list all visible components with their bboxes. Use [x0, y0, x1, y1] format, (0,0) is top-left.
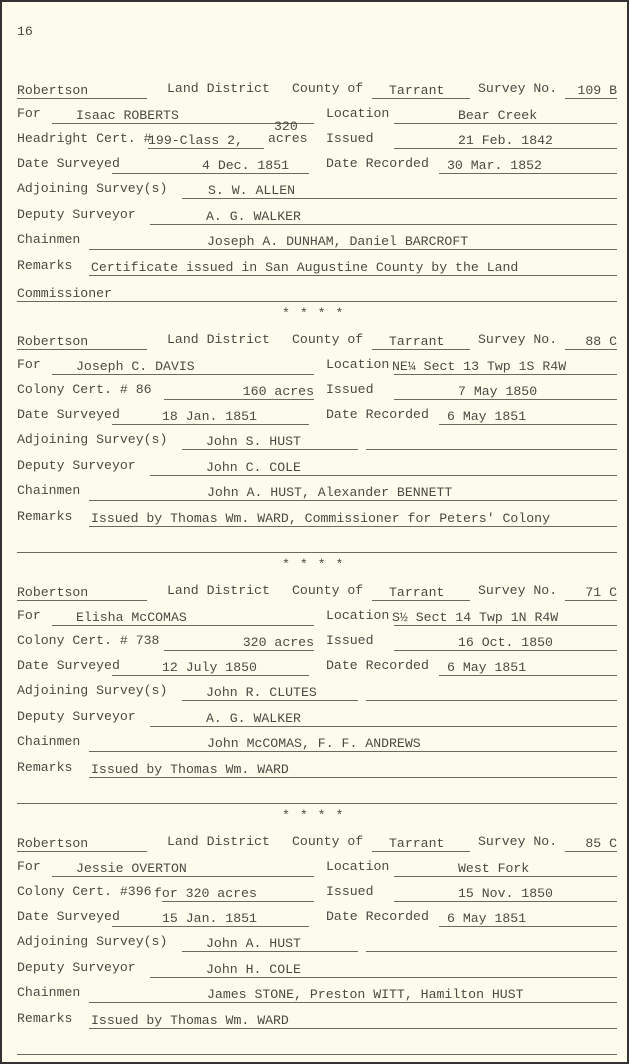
adjoining-label: Adjoining Survey(s)	[17, 181, 168, 196]
adjoining-field	[182, 434, 358, 450]
cert-field-value: 199-Class 2,	[148, 133, 243, 148]
county-field	[372, 83, 470, 99]
remarks-label: Remarks	[17, 258, 73, 273]
survey-no-field	[565, 836, 617, 852]
adjoining-label: Adjoining Survey(s)	[17, 683, 168, 698]
location-label: Location	[326, 608, 390, 623]
date-recorded-field-value: 30 Mar. 1852	[447, 158, 542, 173]
remarks-field-value: Issued by Thomas Wm. WARD	[91, 1013, 289, 1028]
survey-no-label: Survey No.	[478, 583, 558, 598]
survey-no-field	[565, 585, 617, 601]
deputy-field	[150, 962, 617, 978]
adjoining-label: Adjoining Survey(s)	[17, 934, 168, 949]
location-field-value: Bear Creek	[458, 108, 538, 123]
date-recorded-label: Date Recorded	[326, 156, 429, 171]
remarks-field-value: Issued by Thomas Wm. WARD, Commissioner for Peters' Colony	[91, 511, 550, 526]
survey-no-label: Survey No.	[478, 332, 558, 347]
district-field	[17, 83, 147, 99]
remarks-field-2	[17, 1039, 617, 1055]
grantee-field-value: Elisha McCOMAS	[76, 610, 187, 625]
land-district-label: Land District	[167, 834, 270, 849]
remarks-field-value: Issued by Thomas Wm. WARD	[91, 762, 289, 777]
issued-label: Issued	[326, 382, 374, 397]
for-label: For	[17, 106, 41, 121]
county-field	[372, 585, 470, 601]
county-field-value: Tarrant	[389, 334, 445, 349]
location-field-value: West Fork	[458, 861, 530, 876]
remarks-label: Remarks	[17, 509, 73, 524]
cert-field	[148, 133, 264, 149]
date-surveyed-field	[112, 409, 309, 425]
county-of-label: County of	[292, 583, 364, 598]
survey-no-label: Survey No.	[478, 81, 558, 96]
county-field-value: Tarrant	[389, 585, 445, 600]
deputy-label: Deputy Surveyor	[17, 207, 136, 222]
date-surveyed-label: Date Surveyed	[17, 658, 120, 673]
grantee-field-value: Isaac ROBERTS	[76, 108, 179, 123]
adjoining-field	[182, 936, 358, 952]
page-number: 16	[17, 24, 33, 39]
deputy-field	[150, 460, 617, 476]
issued-field-value: 15 Nov. 1850	[458, 886, 553, 901]
adjoining-field-2	[366, 434, 617, 450]
issued-field-value: 7 May 1850	[458, 384, 538, 399]
cert-field-value: 320 acres	[242, 635, 314, 650]
remarks-field-2-value: Commissioner	[17, 286, 112, 301]
remarks-field-2	[17, 537, 617, 553]
grantee-field-value: Jessie OVERTON	[76, 861, 187, 876]
separator: * * * *	[282, 306, 345, 321]
district-field-value: Robertson	[17, 836, 89, 851]
date-surveyed-field	[112, 660, 309, 676]
adjoining-field-value: S. W. ALLEN	[208, 183, 296, 198]
date-recorded-field-value: 6 May 1851	[447, 409, 527, 424]
date-recorded-label: Date Recorded	[326, 407, 429, 422]
district-field-value: Robertson	[17, 83, 89, 98]
remarks-label: Remarks	[17, 760, 73, 775]
county-field-value: Tarrant	[389, 83, 445, 98]
chainmen-field	[89, 234, 617, 250]
remarks-field	[89, 511, 617, 527]
issued-field-value: 21 Feb. 1842	[458, 133, 553, 148]
date-surveyed-label: Date Surveyed	[17, 909, 120, 924]
grantee-field	[52, 610, 314, 626]
chainmen-field-value: John McCOMAS, F. F. ANDREWS	[207, 736, 421, 751]
deputy-field-value: John H. COLE	[206, 962, 301, 977]
date-surveyed-label: Date Surveyed	[17, 156, 120, 171]
county-of-label: County of	[292, 834, 364, 849]
remarks-label: Remarks	[17, 1011, 73, 1026]
date-recorded-label: Date Recorded	[326, 909, 429, 924]
county-field	[372, 334, 470, 350]
district-field-value: Robertson	[17, 334, 89, 349]
location-label: Location	[326, 357, 390, 372]
district-field	[17, 585, 147, 601]
deputy-field	[150, 209, 617, 225]
remarks-field	[89, 260, 617, 276]
county-of-label: County of	[292, 332, 364, 347]
date-recorded-label: Date Recorded	[326, 658, 429, 673]
adjoining-field-2	[366, 685, 617, 701]
chainmen-field	[89, 485, 617, 501]
date-surveyed-field-value: 15 Jan. 1851	[162, 911, 257, 926]
for-label: For	[17, 357, 41, 372]
date-recorded-field	[439, 158, 617, 174]
date-recorded-field-value: 6 May 1851	[447, 911, 527, 926]
land-district-label: Land District	[167, 583, 270, 598]
remarks-field-2	[17, 286, 617, 302]
survey-no-field	[565, 83, 617, 99]
chainmen-field	[89, 736, 617, 752]
remarks-field	[89, 1013, 617, 1029]
adjoining-field-value: John R. CLUTES	[206, 685, 317, 700]
adjoining-field	[182, 183, 617, 199]
survey-no-field-value: 88 C	[585, 334, 617, 349]
cert-label: Headright Cert. #	[17, 131, 152, 146]
date-surveyed-label: Date Surveyed	[17, 407, 120, 422]
adjoining-field-value: John S. HUST	[206, 434, 301, 449]
cert-field	[164, 384, 314, 400]
acres-above: 320	[274, 119, 298, 134]
date-surveyed-field-value: 4 Dec. 1851	[202, 158, 290, 173]
deputy-field-value: A. G. WALKER	[206, 209, 301, 224]
issued-label: Issued	[326, 884, 374, 899]
chainmen-field-value: Joseph A. DUNHAM, Daniel BARCROFT	[207, 234, 469, 249]
adjoining-field-2	[366, 936, 617, 952]
district-field-value: Robertson	[17, 585, 89, 600]
survey-no-field-value: 71 C	[585, 585, 617, 600]
cert-label: Colony Cert. # 738	[17, 633, 160, 648]
deputy-label: Deputy Surveyor	[17, 960, 136, 975]
date-surveyed-field	[112, 911, 309, 927]
grantee-field	[52, 861, 314, 877]
location-field-value: S½ Sect 14 Twp 1N R4W	[392, 610, 559, 625]
survey-no-label: Survey No.	[478, 834, 558, 849]
issued-field-value: 16 Oct. 1850	[458, 635, 553, 650]
chainmen-field-value: James STONE, Preston WITT, Hamilton HUST	[207, 987, 524, 1002]
separator: * * * *	[282, 557, 345, 572]
issued-label: Issued	[326, 633, 374, 648]
land-district-label: Land District	[167, 332, 270, 347]
chainmen-field	[89, 987, 617, 1003]
cert-field-value: 160 acres	[242, 384, 314, 399]
adjoining-field-value: John A. HUST	[206, 936, 301, 951]
survey-no-field	[565, 334, 617, 350]
date-surveyed-field-value: 18 Jan. 1851	[162, 409, 257, 424]
location-label: Location	[326, 859, 390, 874]
chainmen-label: Chainmen	[17, 985, 81, 1000]
grantee-field	[52, 359, 314, 375]
acres-label: acres	[268, 131, 308, 146]
location-field	[394, 610, 617, 626]
chainmen-label: Chainmen	[17, 232, 81, 247]
date-recorded-field	[439, 660, 617, 676]
location-field-value: NE¼ Sect 13 Twp 1S R4W	[392, 359, 567, 374]
cert-label: Colony Cert. #396	[17, 884, 152, 899]
survey-no-field-value: 85 C	[585, 836, 617, 851]
separator: * * * *	[282, 808, 345, 823]
location-field	[394, 108, 617, 124]
adjoining-field	[182, 685, 358, 701]
location-field	[394, 359, 617, 375]
issued-label: Issued	[326, 131, 374, 146]
date-recorded-field	[439, 409, 617, 425]
date-surveyed-field-value: 12 July 1850	[162, 660, 257, 675]
remarks-field-value: Certificate issued in San Augustine County by the Land	[91, 260, 519, 275]
date-recorded-field-value: 6 May 1851	[447, 660, 527, 675]
deputy-label: Deputy Surveyor	[17, 458, 136, 473]
district-field	[17, 836, 147, 852]
issued-field	[394, 886, 617, 902]
county-field-value: Tarrant	[389, 836, 445, 851]
cert-label: Colony Cert. # 86	[17, 382, 152, 397]
for-label: For	[17, 859, 41, 874]
location-field	[394, 861, 617, 877]
survey-no-field-value: 109 B	[577, 83, 617, 98]
location-label: Location	[326, 106, 390, 121]
deputy-field-value: John C. COLE	[206, 460, 301, 475]
land-district-label: Land District	[167, 81, 270, 96]
district-field	[17, 334, 147, 350]
chainmen-label: Chainmen	[17, 734, 81, 749]
grantee-field-value: Joseph C. DAVIS	[76, 359, 195, 374]
issued-field	[394, 133, 617, 149]
deputy-field-value: A. G. WALKER	[206, 711, 301, 726]
cert-field-value: for 320 acres	[154, 886, 257, 901]
deputy-label: Deputy Surveyor	[17, 709, 136, 724]
county-of-label: County of	[292, 81, 364, 96]
cert-field	[154, 886, 314, 902]
issued-field	[394, 384, 617, 400]
chainmen-field-value: John A. HUST, Alexander BENNETT	[207, 485, 453, 500]
remarks-field	[89, 762, 617, 778]
deputy-field	[150, 711, 617, 727]
adjoining-label: Adjoining Survey(s)	[17, 432, 168, 447]
for-label: For	[17, 608, 41, 623]
date-surveyed-field	[112, 158, 309, 174]
county-field	[372, 836, 470, 852]
issued-field	[394, 635, 617, 651]
date-recorded-field	[439, 911, 617, 927]
remarks-field-2	[17, 788, 617, 804]
cert-field	[164, 635, 314, 651]
chainmen-label: Chainmen	[17, 483, 81, 498]
